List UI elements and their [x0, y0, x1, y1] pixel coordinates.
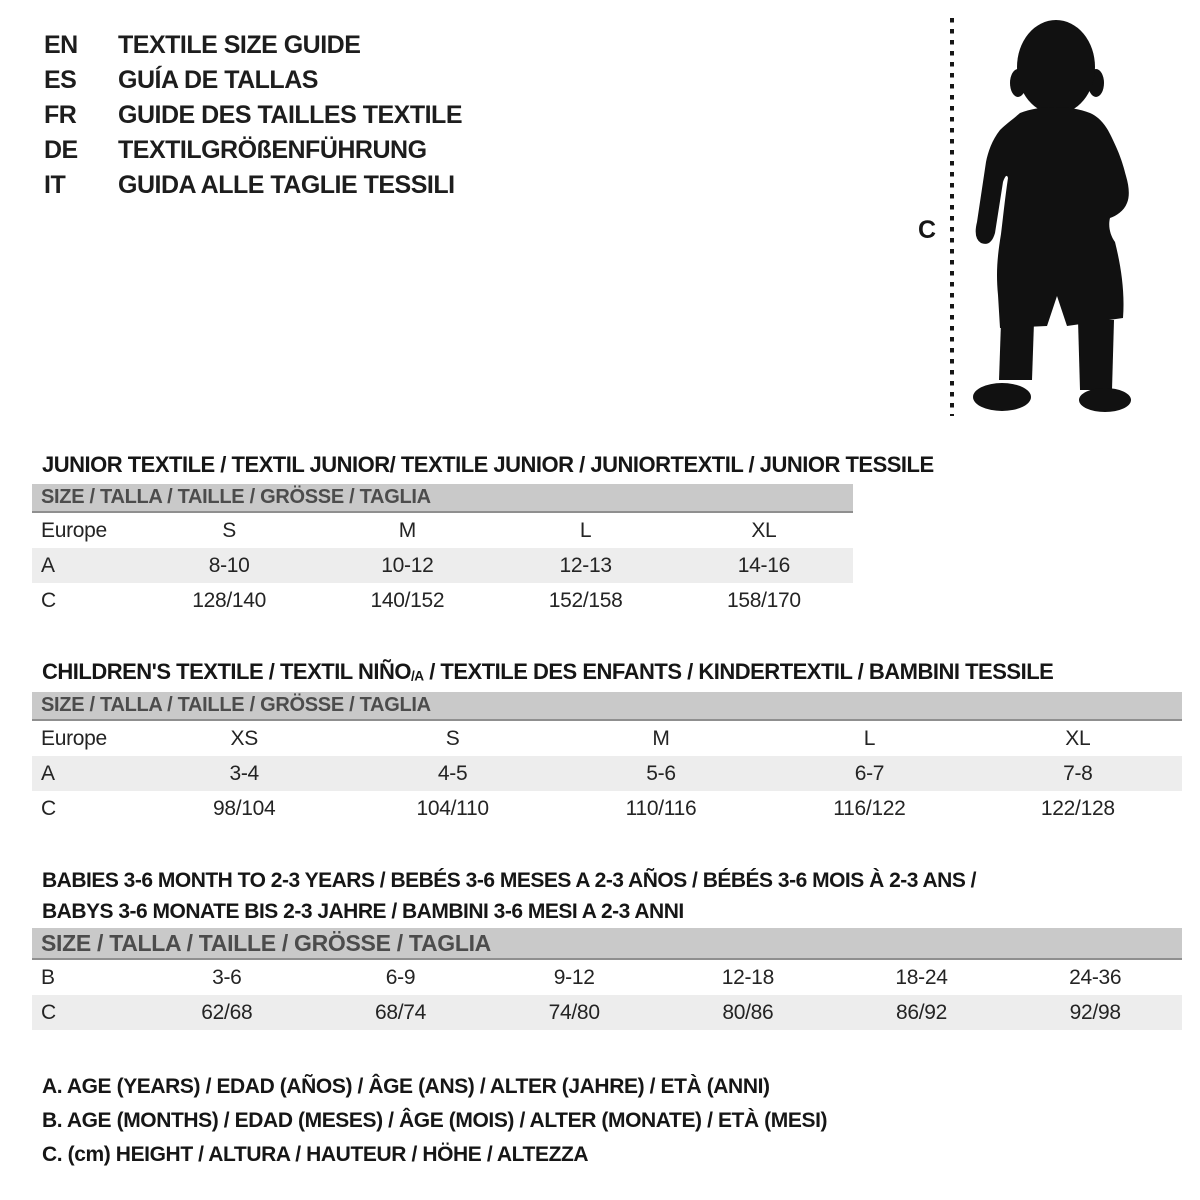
table-row-height [32, 583, 853, 618]
height-cell: 116/122 [833, 796, 906, 820]
row-label: Europe [41, 518, 107, 542]
size-header-label: SIZE / TALLA / TAILLE / GRÖSSE / TAGLIA [41, 694, 431, 716]
size-cell: M [652, 726, 670, 750]
language-row-es [44, 63, 462, 98]
size-header-bar [32, 928, 1182, 960]
size-cell: L [579, 518, 592, 542]
row-label: C [41, 796, 56, 820]
size-cell: L [863, 726, 876, 750]
language-row-fr [44, 98, 462, 133]
table-row-europe [32, 721, 1182, 756]
row-label: A [41, 761, 55, 785]
height-cell: 104/110 [416, 796, 489, 820]
height-cell: 80/86 [722, 1000, 774, 1024]
babies-heading-line1: BABIES 3-6 MONTH TO 2-3 YEARS / BEBÉS 3-6 MESES A 2-3 AÑOS / BÉBÉS 3-6 MOIS À 2-3 ANS / [42, 869, 977, 893]
guide-title: TEXTILE SIZE GUIDE [118, 31, 361, 59]
age-cell: 3-4 [229, 761, 259, 785]
baby-silhouette-icon [900, 10, 1160, 420]
height-cell: 152/158 [548, 588, 623, 612]
baby-silhouette [973, 20, 1131, 412]
legend-line-b: B. AGE (MONTHS) / EDAD (MESES) / ÂGE (MOIS) / ALTER (MONATE) / ETÀ (MESI) [42, 1109, 828, 1132]
table-row-months [32, 960, 1182, 995]
height-cell: 74/80 [548, 1000, 600, 1024]
language-code: FR [44, 101, 77, 129]
table-row-height [32, 995, 1182, 1030]
age-cell: 6-7 [854, 761, 885, 785]
months-cell: 12-18 [721, 965, 774, 989]
height-cell: 68/74 [374, 1000, 427, 1024]
language-row-en [44, 28, 462, 63]
babies-heading-line2: BABYS 3-6 MONATE BIS 2-3 JAHRE / BAMBINI 3-6 MESI A 2-3 ANNI [42, 900, 684, 924]
height-cell: 98/104 [212, 796, 276, 820]
size-cell: XL [751, 518, 777, 542]
row-label: B [41, 965, 55, 989]
size-cell: M [398, 518, 416, 542]
junior-section-heading: JUNIOR TEXTILE / TEXTIL JUNIOR/ TEXTILE JUNIOR / JUNIORTEXTIL / JUNIOR TESSILE [42, 452, 934, 478]
legend-line-c: C. (cm) HEIGHT / ALTURA / HAUTEUR / HÖHE / ALTEZZA [42, 1143, 589, 1166]
months-cell: 6-9 [385, 965, 416, 989]
size-header-bar [32, 484, 853, 513]
guide-title: GUIDA ALLE TAGLIE TESSILI [118, 171, 455, 199]
language-code: ES [44, 66, 77, 94]
language-code: DE [44, 136, 78, 164]
size-cell: XL [1065, 726, 1091, 750]
table-row-age [32, 756, 1182, 791]
age-cell: 12-13 [559, 553, 612, 577]
language-row-it [44, 168, 462, 203]
size-cell: S [445, 726, 460, 750]
height-cell: 62/68 [201, 1000, 253, 1024]
table-row-height [32, 791, 1182, 826]
heading-text: / TEXTILE DES ENFANTS / KINDERTEXTIL / BAMBINI TESSILE [423, 659, 1054, 685]
guide-title: TEXTILGRÖßENFÜHRUNG [118, 136, 427, 164]
junior-size-table [32, 484, 853, 618]
babies-size-table [32, 928, 1182, 1030]
size-cell: S [222, 518, 236, 542]
legend-line-a: A. AGE (YEARS) / EDAD (AÑOS) / ÂGE (ANS) / ALTER (JAHRE) / ETÀ (ANNI) [42, 1075, 770, 1098]
size-header-bar [32, 692, 1182, 721]
size-header-label: SIZE / TALLA / TAILLE / GRÖSSE / TAGLIA [41, 486, 431, 508]
height-cell: 122/128 [1040, 796, 1115, 820]
height-cell: 92/98 [1069, 1000, 1121, 1024]
size-cell: XS [230, 726, 258, 750]
height-cell: 110/116 [625, 796, 697, 820]
table-row-europe [32, 513, 853, 548]
children-size-table [32, 692, 1182, 826]
row-label: C [41, 588, 56, 612]
guide-title: GUÍA DE TALLAS [118, 66, 318, 94]
height-cell: 128/140 [192, 588, 267, 612]
height-cell: 158/170 [726, 588, 801, 612]
height-cell: 140/152 [370, 588, 445, 612]
age-cell: 4-5 [437, 761, 468, 785]
height-figure [900, 10, 1160, 420]
heading-text: CHILDREN'S TEXTILE / TEXTIL NIÑO [42, 659, 411, 685]
language-row-de [44, 133, 462, 168]
row-label: C [41, 1000, 56, 1024]
months-cell: 18-24 [895, 965, 948, 989]
age-cell: 14-16 [737, 553, 790, 577]
heading-subscript: /A [410, 668, 424, 684]
guide-title: GUIDE DES TAILLES TEXTILE [118, 101, 463, 129]
age-cell: 10-12 [381, 553, 434, 577]
months-cell: 3-6 [212, 965, 242, 989]
size-header-label: SIZE / TALLA / TAILLE / GRÖSSE / TAGLIA [41, 929, 491, 956]
height-measure-label: C [918, 216, 937, 244]
babies-section-heading [42, 865, 976, 927]
age-cell: 8-10 [208, 553, 250, 577]
language-code: EN [44, 31, 78, 59]
row-label: Europe [41, 726, 107, 750]
age-cell: 5-6 [646, 761, 676, 785]
measure-legend [42, 1070, 827, 1172]
language-code: IT [44, 171, 66, 199]
months-cell: 9-12 [553, 965, 595, 989]
children-section-heading [42, 659, 1053, 685]
language-title-list [44, 28, 462, 203]
height-cell: 86/92 [895, 1000, 948, 1024]
months-cell: 24-36 [1069, 965, 1122, 989]
row-label: A [41, 553, 55, 577]
age-cell: 7-8 [1063, 761, 1093, 785]
table-row-age [32, 548, 853, 583]
